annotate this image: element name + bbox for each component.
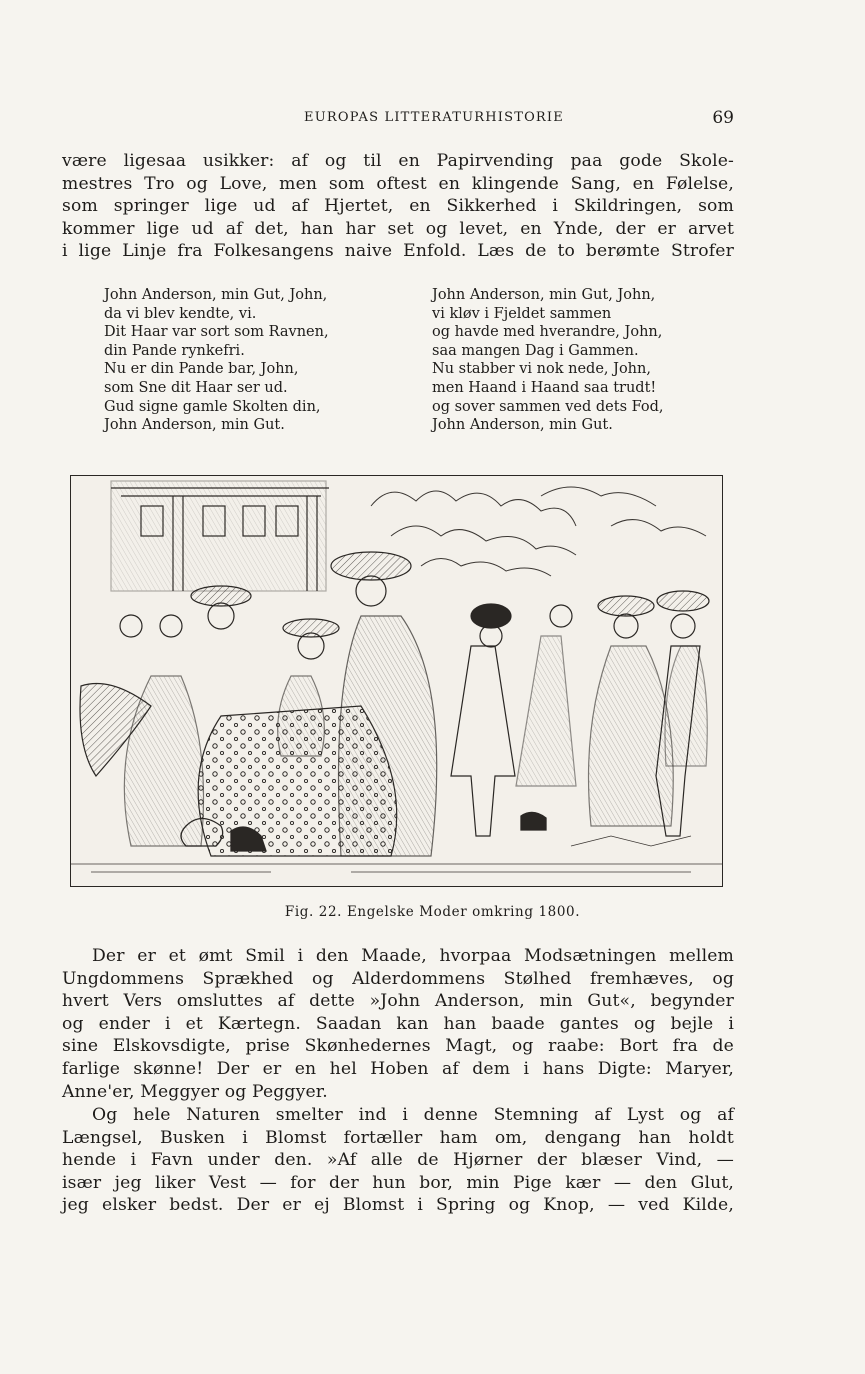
text-line: hvert Vers omsluttes af dette »John Anderson, min Gut«, begynder	[62, 991, 734, 1012]
text-line: Ungdommens Sprækhed og Alderdommens Stølhed fremhæves, og	[62, 968, 734, 989]
engraving-illustration	[70, 475, 723, 887]
verse-line: vi kløv i Fjeldet sammen	[432, 305, 612, 322]
text-line: Længsel, Busken i Blomst fortæller ham om, dengang han holdt	[62, 1127, 734, 1148]
verse-line: og sover sammen ved dets Fod,	[432, 398, 664, 415]
text-line: i lige Linje fra Folkesangens naive Enfold. Læs de to berømte Strofer	[62, 241, 734, 262]
text-line: som springer lige ud af Hjertet, en Sikkerhed i Skildringen, som	[62, 196, 734, 217]
verse-line: Nu stabber vi nok nede, John,	[432, 361, 651, 378]
page-number: 69	[712, 108, 734, 128]
text-line: kommer lige ud af det, han har set og levet, en Ynde, der er arvet	[62, 218, 734, 239]
text-line: Der er et ømt Smil i den Maade, hvorpaa Modsætningen mellem	[92, 946, 734, 966]
text-line: især jeg liker Vest — for der hun bor, min Pige kær — den Glut,	[62, 1172, 734, 1193]
verse-line: saa mangen Dag i Gammen.	[432, 342, 639, 359]
text-line: og ender i et Kærtegn. Saadan kan han baade gantes og bejle i	[62, 1013, 734, 1034]
verse-line: Nu er din Pande bar, John,	[104, 361, 299, 378]
verse-line: som Sne dit Haar ser ud.	[104, 379, 288, 396]
engraving-drawing	[71, 476, 722, 886]
text-line: sine Elskovsdigte, prise Skønhedernes Magt, og raabe: Bort fra de	[62, 1036, 734, 1057]
paragraph-2	[62, 945, 734, 1103]
text-line: farlige skønne! Der er en hel Hoben af dem i hans Digte: Maryer,	[62, 1058, 734, 1079]
text-line: Og hele Naturen smelter ind i denne Stemning af Lyst og af	[92, 1105, 734, 1125]
verse-stanza-right	[432, 286, 664, 435]
running-head	[64, 108, 734, 130]
text-line: Anne'er, Meggyer og Peggyer.	[62, 1081, 328, 1102]
verse-line: John Anderson, min Gut.	[104, 417, 285, 434]
verse-line: da vi blev kendte, vi.	[104, 305, 257, 322]
verse-line: Gud signe gamle Skolten din,	[104, 398, 321, 415]
verse-line: Dit Haar var sort som Ravnen,	[104, 324, 329, 341]
verse-line: men Haand i Haand saa trudt!	[432, 379, 657, 396]
building-background	[111, 481, 329, 591]
verse-line: og havde med hverandre, John,	[432, 324, 663, 341]
verse-stanza-left	[104, 286, 329, 435]
trees-background	[371, 487, 706, 576]
paragraph-3	[62, 1104, 734, 1217]
verse-line: John Anderson, min Gut, John,	[104, 287, 328, 303]
text-line: mestres Tro og Love, men som oftest en klingende Sang, en Følelse,	[62, 173, 734, 194]
verse-line: din Pande rynkefri.	[104, 342, 245, 359]
text-line: jeg elsker bedst. Der er ej Blomst i Spring og Knop, — ved Kilde,	[62, 1195, 734, 1216]
running-title: EUROPAS LITTERATURHISTORIE	[304, 110, 564, 125]
text-line: være ligesaa usikker: af og til en Papirvending paa gode Skole-	[62, 151, 734, 171]
text-line: hende i Favn under den. »Af alle de Hjørner der blæser Vind, —	[62, 1150, 734, 1171]
figure-caption: Fig. 22. Engelske Moder omkring 1800.	[284, 904, 581, 920]
paragraph-1	[62, 150, 734, 263]
verse-line: John Anderson, min Gut, John,	[432, 287, 656, 303]
verse-line: John Anderson, min Gut.	[432, 417, 613, 434]
